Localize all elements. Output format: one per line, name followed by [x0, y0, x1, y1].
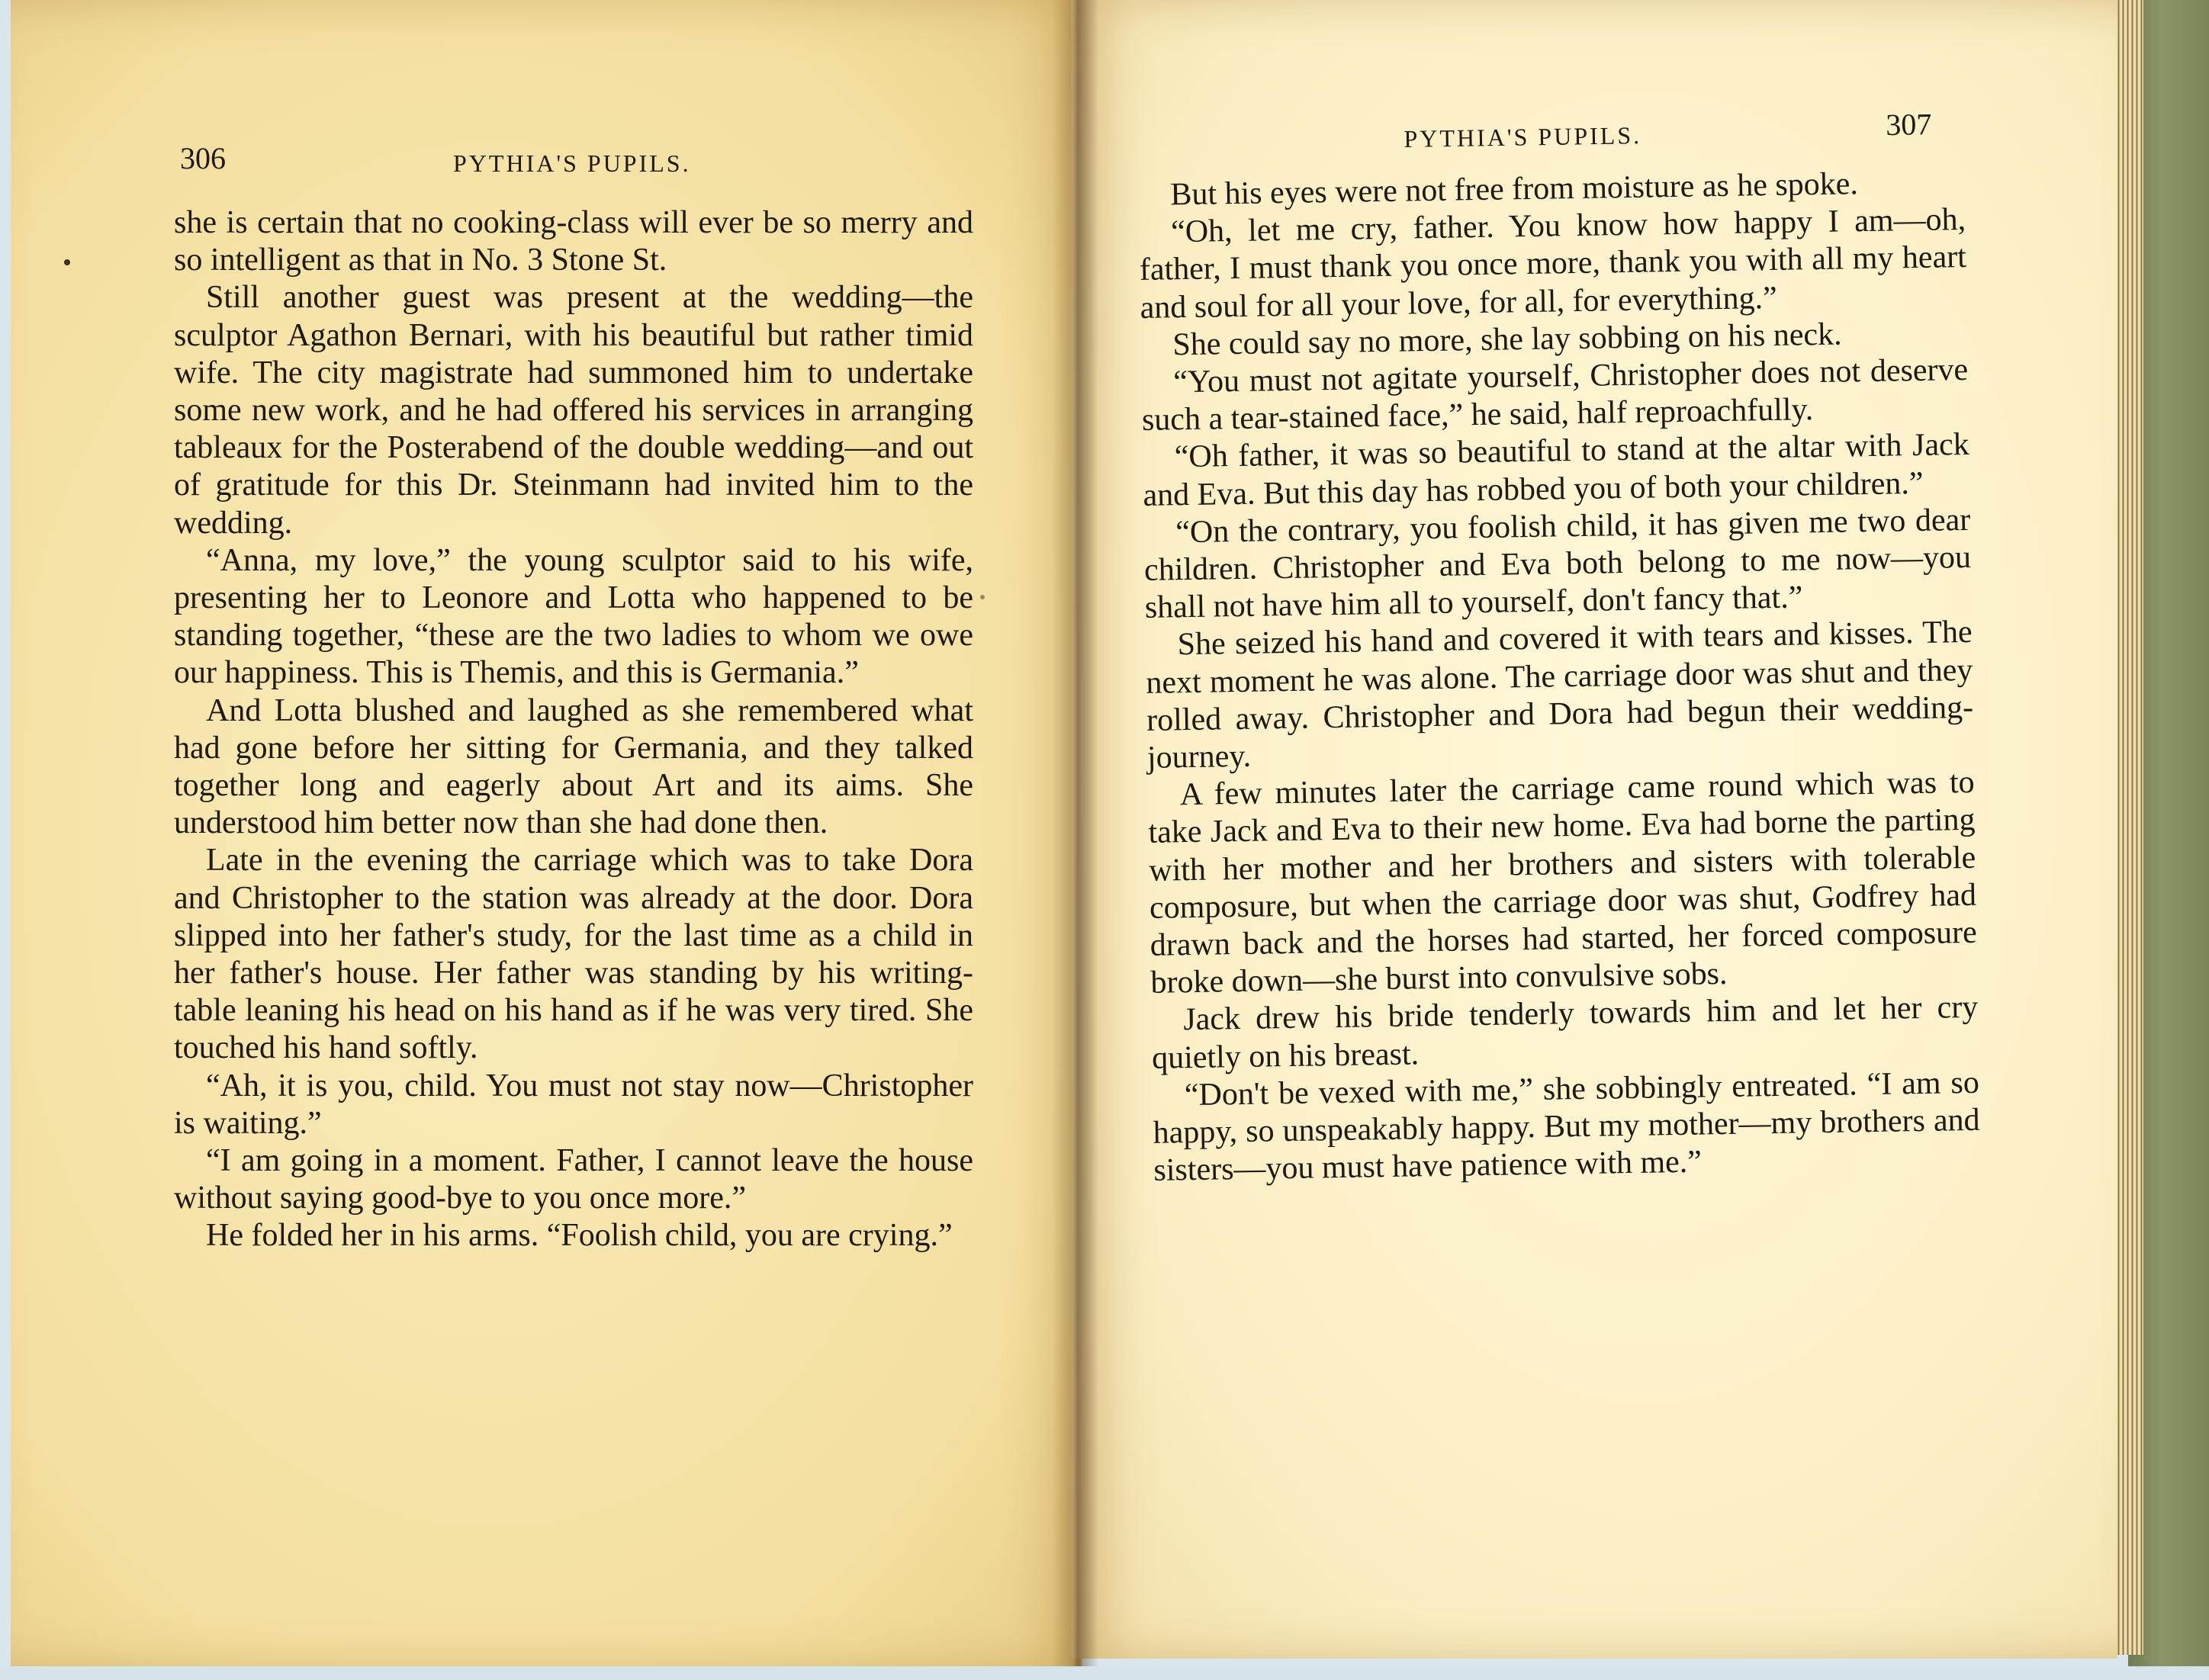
paragraph: And Lotta blushed and laughed as she remembered what had gone before her sitting for Germania, and they talked together long and eagerly about Art and its aims. She understood him better now than she had done then.: [174, 692, 973, 841]
paragraph: He folded her in his arms. “Foolish child, you are crying.”: [206, 1218, 953, 1254]
scanner-bed: [0, 1666, 2209, 1680]
paragraph: “I am going in a moment. Father, I cannot leave the house without saying good-bye to you once more.”: [174, 1143, 973, 1216]
right-page-number: 307: [1885, 107, 1932, 143]
paragraph: she is certain that no cooking-class will ever be so merry and so intelligent as that in No. 3 Stone St.: [174, 205, 973, 278]
paragraph: Jack drew his bride tenderly towards him and let her cry quietly on his breast.: [1151, 990, 1979, 1076]
book-gutter: [1053, 0, 1098, 1669]
paragraph: But his eyes were not free from moisture as he spoke.: [1170, 166, 1859, 213]
right-running-title: PYTHIA'S PUPILS.: [1404, 121, 1642, 153]
speck: [980, 595, 985, 599]
paragraph: “Oh father, it was so beautiful to stand at the altar with Jack and Eva. But this day has robbed you of both your children.”: [1143, 427, 1970, 513]
paragraph: “Don't be vexed with me,” she sobbingly entreated. “I am so happy, so unspeakably happy. But my mother—my brothers and sisters—you must have patience with me.”: [1153, 1065, 1980, 1189]
left-page-header: [180, 140, 943, 186]
right-page-body: [1138, 164, 1981, 1190]
paragraph: “You must not agitate yourself, Christopher does not deserve such a tear-stained face,” he said, half reproachfully.: [1141, 352, 1969, 438]
left-page-body: [174, 204, 973, 1255]
paragraph: “Oh, let me cry, father. You know how happy I am—oh, father, I must thank you once more, thank you with all my heart and soul for all your love, for all, for everything.”: [1139, 202, 1967, 326]
paragraph: She seized his hand and covered it with tears and kisses. The next moment he was alone. The carriage door was shut and they rolled away. Christopher and Dora had begun their wedding-journey.: [1146, 615, 1974, 776]
right-page-header: [1404, 106, 1938, 160]
paragraph: “Anna, my love,” the young sculptor said to his wife, presenting her to Leonore and Lotta who happened to be standing together, “these are the two ladies to whom we owe our happiness. This is Themis, and this is Germania.”: [174, 542, 973, 691]
paragraph: “Ah, it is you, child. You must not stay now—Christopher is waiting.”: [174, 1068, 973, 1141]
left-running-title: PYTHIA'S PUPILS.: [453, 149, 691, 177]
left-page-number: 306: [180, 141, 226, 175]
paragraph: A few minutes later the carriage came round which was to take Jack and Eva to their new home. Eva had borne the parting with her mother and her brothers and sisters with tolerable composure, but when the carriage door was shut, Godfrey had drawn back and the horses had started, her forced composure broke down—she burst into convulsive sobs.: [1148, 765, 1978, 1001]
paragraph: Still another guest was present at the wedding—the sculptor Agathon Bernari, with his beautiful but rather timid wife. The city magistrate had summoned him to undertake some new work, and he had offered his services in arranging tableaux for the Posterabend of the double wedding—and out of gratitude for this Dr. Steinmann had invited him to the wedding.: [174, 280, 973, 541]
paragraph: “On the contrary, you foolish child, it has given me two dear children. Christopher and Eva both belong to me now—you shall not have him all to yourself, don't fancy that.”: [1143, 502, 1972, 626]
paragraph: Late in the evening the carriage which was to take Dora and Christopher to the station was already at the door. Dora slipped into her father's study, for the last time as a child in her father's house. Her father was standing by his writing-table leaning his head on his hand as if he was very tired. She touched his hand softly.: [174, 843, 973, 1066]
paragraph: She could say no more, she lay sobbing on his neck.: [1172, 316, 1842, 363]
speck: [64, 259, 70, 265]
